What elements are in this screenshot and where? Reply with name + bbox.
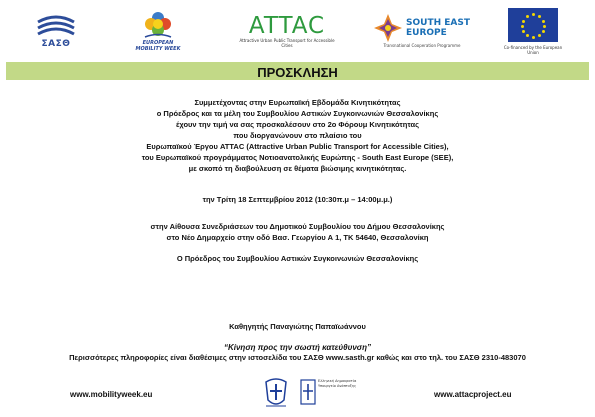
see-title-line2: EUROPE	[406, 28, 447, 38]
intro-line: με σκοπό τη διαβούλευση σε θέματα βιώσιμης κινητικότητας.	[188, 164, 407, 173]
attacproject-link[interactable]: www.attacproject.eu	[434, 390, 512, 399]
attac-caption: Attractive Urban Public Transport for Accessible Cities	[239, 38, 335, 48]
intro-line: που διοργανώνουν στο πλαίσιο του	[233, 131, 362, 140]
sasth-logo-text: ΣΑΣΘ	[41, 38, 71, 49]
see-title-line1: SOUTH EAST	[406, 18, 470, 28]
signer-name: Καθηγητής Παναγιώτης Παπαϊωάννου	[229, 322, 366, 331]
sasth-emblem-icon	[34, 14, 78, 38]
intro-line: έχουν την τιμή να σας προσκαλέσουν στο 2ο Φόρουμ Κινητικότητας	[176, 120, 419, 129]
eu-caption: Co-financed by the European Union	[503, 44, 563, 55]
slogan-text: “Κίνηση προς την σωστή κατεύθυνση”	[223, 343, 371, 352]
flower-icon	[141, 10, 175, 40]
intro-line: του Ευρωπαϊκού προγράμματος Νοτιοανατολικής Ευρώπης - South East Europe (SEE),	[141, 153, 454, 162]
south-east-europe-logo	[372, 4, 472, 58]
intro-line: Ευρωπαϊκού Έργου ATTAC (Attractive Urban Public Transport for Accessible Cities),	[146, 142, 449, 151]
president-text: Ο Πρόεδρος του Συμβουλίου Αστικών Συγκοινωνιών Θεσσαλονίκης	[176, 254, 419, 263]
invitation-title: ΠΡΟΣΚΛΗΣΗ	[257, 65, 338, 80]
mobility-week-caption-1: EUROPEAN	[142, 40, 174, 46]
star-mosaic-icon	[374, 14, 402, 42]
info-text: Περισσότερες πληροφορίες είναι διαθέσιμες στην ιστοσελίδα του ΣΑΣΘ www.sasth.gr καθώς και στο τηλ. του ΣΑΣΘ 2310-483070	[69, 353, 526, 362]
mobilityweek-link[interactable]: www.mobilityweek.eu	[70, 390, 153, 399]
ministry-caption: Ελληνική Δημοκρατία Υπουργείο Ανάπτυξης	[318, 379, 357, 388]
ministry-logo	[300, 376, 374, 412]
president-line	[0, 253, 595, 264]
venue-line: στην Αίθουσα Συνεδριάσεων του Δημοτικού Συμβουλίου του Δήμου Θεσσαλονίκης	[150, 222, 445, 231]
attac-logo	[236, 4, 338, 58]
signer	[0, 321, 595, 332]
coat-of-arms-icon	[262, 376, 290, 412]
mobility-week-logo	[120, 4, 196, 58]
ministry-emblem-icon	[300, 378, 316, 408]
greek-emblem-logo	[262, 376, 290, 412]
intro-line: Συμμετέχοντας στην Ευρωπαϊκή Εβδομάδα Κινητικότητας	[194, 98, 401, 107]
info-line	[0, 352, 595, 363]
date-line: την Τρίτη 18 Σεπτεμβρίου 2012 (10:30π.μ – 14:00μ.μ.)	[202, 195, 393, 204]
attac-logo-text: ATTAC	[248, 13, 326, 39]
sasth-logo	[28, 4, 84, 58]
eu-flag-icon	[508, 8, 558, 42]
see-caption: Transnational Cooperation Programme	[383, 43, 461, 48]
logo-row	[0, 4, 595, 58]
invitation-title-bar	[6, 62, 589, 80]
eu-logo	[503, 4, 563, 58]
intro-line: ο Πρόεδρος και τα μέλη του Συμβουλίου Αστικών Συγκοινωνιών Θεσσαλονίκης	[156, 109, 439, 118]
venue-line: στο Νέο Δημαρχείο στην οδό Βασ. Γεωργίου Α 1, ΤΚ 54640, Θεσσαλονίκη	[166, 233, 429, 242]
event-date	[0, 194, 595, 205]
intro-paragraph	[0, 97, 595, 174]
mobility-week-caption-2: MOBILITY WEEK	[135, 46, 181, 52]
event-venue	[0, 221, 595, 243]
